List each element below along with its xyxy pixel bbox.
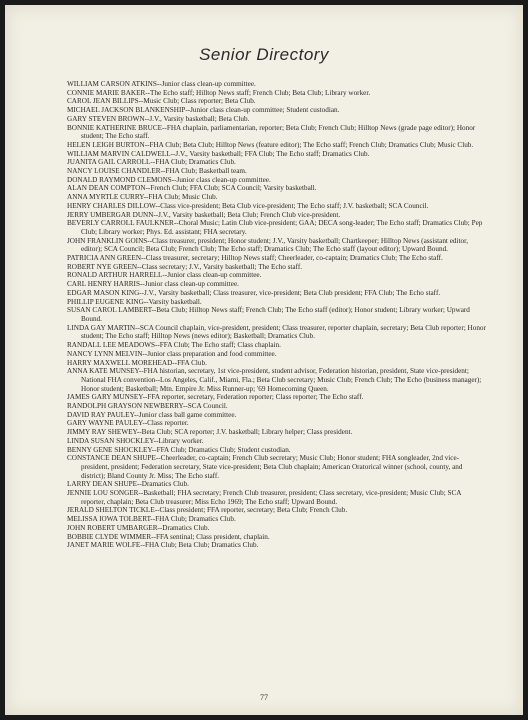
directory-entry: BONNIE KATHERINE BRUCE--FHA chaplain, parliamentarian, reporter; Beta Club; French Club; Hilltop News (grade page editor); Honor student; The Echo staff. [67,123,476,141]
directory-entry: LINDA GAY MARTIN--SCA Council chaplain, vice-president, president; Class treasurer, reporter chaplain, secretary; Beta Club reporter; Honor student; The Echo staff; Hilltop News (news editor); Basketball; Dramatics Club. [67,323,486,341]
directory-entry: SUSAN CAROL LAMBERT--Beta Club; Hilltop News staff; French Club; The Echo staff (editor); Honor student; Library worker; Upward Bound. [67,306,470,323]
directory-entry: BENNY GENE SHOCKLEY--FFA Club; Dramatics Club; Student custodian. [67,445,291,454]
senior-directory-list [67,80,487,550]
directory-entry: JOHN ROBERT UMBARGER--Dramatics Club. [67,523,210,532]
directory-entry: JOHN FRANKLIN GOINS--Class treasurer, president; Honor student; J.V., Varsity basketball; Chartkeeper; Hilltop News (assistant editor, editor); SCA Council; Beta Club; French Club; The Echo staff; Dramatics Club; The Echo staff (layout editor); Upward Bound. [67,236,468,254]
directory-entry: PATRICIA ANN GREEN--Class treasurer, secretary; Hilltop News staff; Cheerleader, co-captain; Dramatics Club; The Echo staff. [67,254,443,263]
directory-entry: LINDA SUSAN SHOCKLEY--Library worker. [67,436,204,445]
directory-entry: JUANITA GAIL CARROLL--FHA Club; Dramatics Club. [67,158,236,167]
directory-entry: JERALD SHELTON TICKLE--Class president; FFA reporter, secretary; Beta Club; French Club. [67,506,348,515]
directory-entry: RANDOLPH GRAYSON NEWBERRY--SCA Council. [67,402,228,411]
directory-entry: JIMMY RAY SHEWEY--Beta Club; SCA reporter; J.V. basketball; Library helper; Class president. [67,428,353,437]
directory-entry: CONNIE MARIE BAKER--The Echo staff; Hilltop News staff; French Club; Beta Club; Library worker. [67,88,371,97]
directory-entry: ANNA MYRTLE CURRY--FHA Club; Music Club. [67,193,218,202]
directory-entry: MICHAEL JACKSON BLANKENSHIP--Junior class clean-up committee; Student custodian. [67,106,340,115]
directory-entry: JAMES GARY MUNSEY--FFA reporter, secretary, Federation reporter; Class reporter; The Echo staff. [67,393,364,402]
directory-entry: WILLIAM CARSON ATKINS--Junior class clean-up committee. [67,80,256,88]
directory-entry: RANDALL LEE MEADOWS--FFA Club; The Echo staff; Class chaplain. [67,341,281,350]
directory-entry: PHILLIP EUGENE KING--Varsity basketball. [67,297,202,306]
directory-entry: RONALD ARTHUR HARRELL--Junior class clean-up committee. [67,271,262,280]
directory-entry: NANCY LYNN MELVIN--Junior class preparation and food committee. [67,349,277,358]
directory-entry: CARL HENRY HARRIS--Junior class clean-up committee. [67,280,239,289]
page-title: Senior Directory [199,45,329,64]
directory-entry: DONALD RAYMOND CLEMONS--Junior class clean-up committee. [67,175,271,184]
directory-entry: HENRY CHARLES DILLOW--Class vice-president; Beta Club vice-president; The Echo staff; J.V. basketball; SCA Council. [67,201,429,210]
directory-entry: BOBBIE CLYDE WIMMER--FFA sentinal; Class president, chaplain. [67,532,270,541]
directory-entry: DAVID RAY PAULEY--Junior class ball game committee. [67,410,237,419]
directory-entry: WILLIAM MARVIN CALDWELL--J.V., Varsity basketball; FFA Club; The Echo staff; Dramatics Club. [67,149,370,158]
directory-entry: ALAN DEAN COMPTON--French Club; FFA Club; SCA Council; Varsity basketball. [67,184,317,193]
directory-entry: CAROL JEAN BILLIPS--Music Club; Class reporter; Beta Club. [67,97,256,106]
directory-entry: HELEN LEIGH BURTON--FHA Club; Beta Club; Hilltop News (feature editor); The Echo staff; French Club; Dramatics Club; Music Club. [67,140,474,149]
directory-entry: HARRY MAXWELL MOREHEAD--FFA Club. [67,358,207,367]
directory-entry: NANCY LOUISE CHANDLER--FHA Club; Basketball team. [67,167,247,176]
directory-entry: GARY WAYNE PAULEY--Class reporter. [67,419,189,428]
directory-entry: ANNA KATE MUNSEY--FHA historian, secretary, 1st vice-president, student advisor, Federation historian, president, State vice-president; National FHA convention--Los Angeles, Calif., Miami, Fla.; Beta Club secretary; Music Club; French Club; The Echo (business manager); Honor student; Basketball; Mtn. Empire Jr. Miss Runner-up; '69 Homecoming Queen. [67,367,482,393]
directory-entry: ROBERT NYE GREEN--Class secretary; J.V., Varsity basketball; The Echo staff. [67,262,303,271]
directory-entry: LARRY DEAN SHUPE--Dramatics Club. [67,480,189,489]
directory-entry: JERRY UMBERGAR DUNN--J.V., Varsity basketball; Beta Club; French Club vice-president. [67,210,341,219]
directory-entry: BEVERLY CARROLL FAULKNER--Choral Music; Latin Club vice-president; GAA; DECA song-leader; The Echo staff; Dramatics Club; Pep Club; Library worker; Phys. Ed. assistant; FHA secretary. [67,219,483,236]
directory-entry: CONSTANCE DEAN SHUPE--Cheerleader, co-captain; French Club secretary; Music Club; Honor student; FHA songleader, 2nd vice-president, president; Federation secretary, State vice-president; Beta Club chaplain; American Oratorical winner (school, county, and district); Bland County Jr. Miss; The Echo staff. [67,454,463,480]
yearbook-page [5,5,523,715]
directory-entry: JENNIE LOU SONGER--Basketball; FHA secretary; French Club treasurer, president; Class secretary, vice-president; Music Club; SCA reporter, chaplain; Beta Club treasurer; Miss Echo 1969; The Echo staff; Upward Bound. [67,489,462,506]
directory-entry: JANET MARIE WOLFE--FHA Club; Beta Club; Dramatics Club. [67,541,259,550]
directory-entry: EDGAR MASON KING--J.V., Varsity basketball; Class treasurer, vice-president; Beta Club president; FFA Club; The Echo staff. [67,288,441,297]
directory-entry: MELISSA IOWA TOLBERT--FHA Club; Dramatics Club. [67,515,236,524]
page-number: 77 [260,693,268,702]
directory-entry: GARY STEVEN BROWN--J.V., Varsity basketball; Beta Club. [67,114,250,123]
